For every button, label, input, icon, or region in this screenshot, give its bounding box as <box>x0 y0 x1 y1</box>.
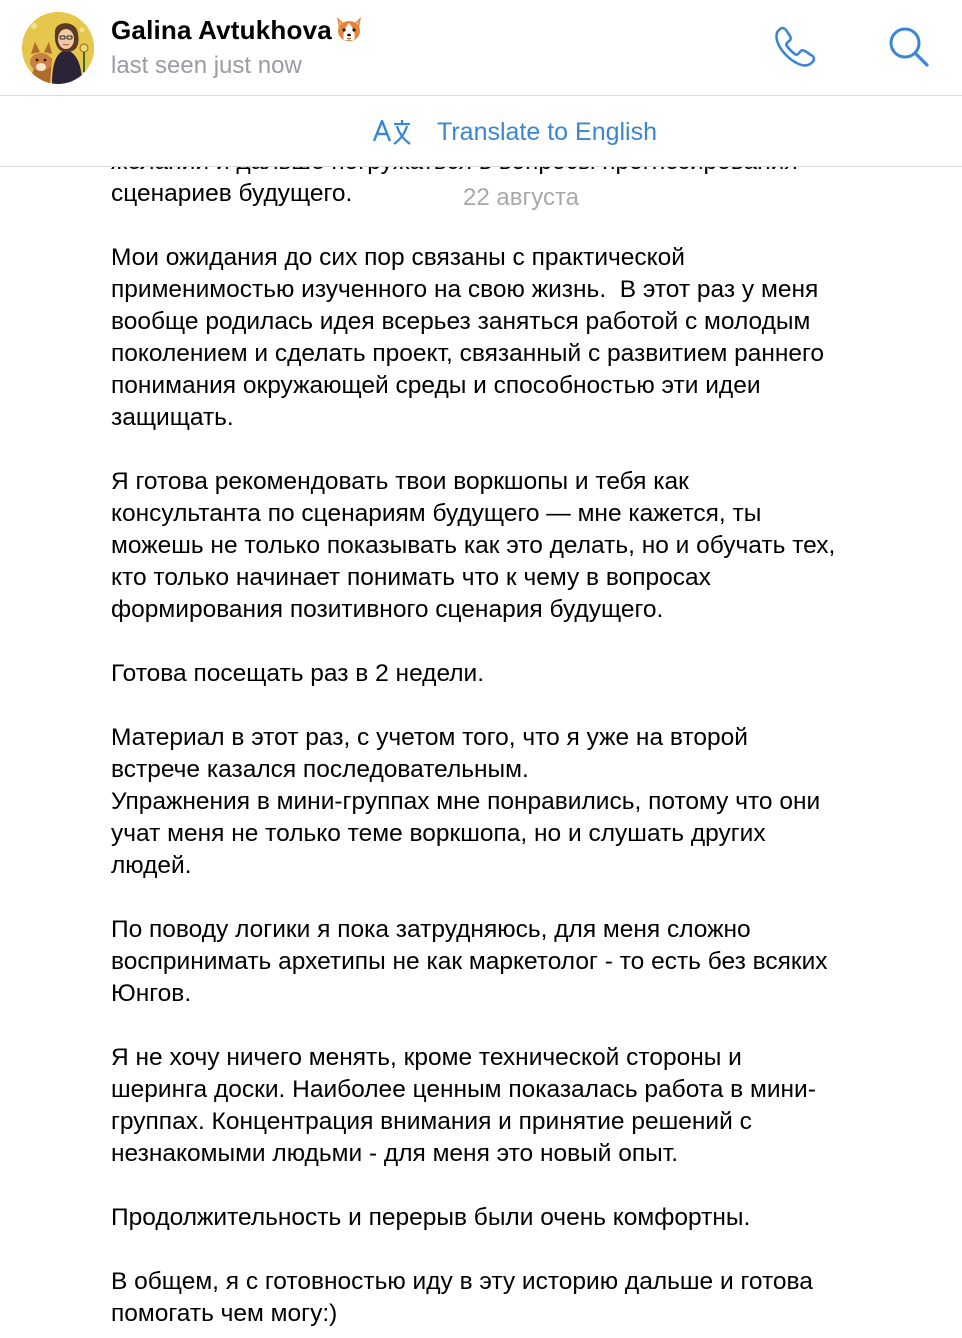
message-line: кто только начинает понимать что к чему в вопросах <box>111 564 711 591</box>
message-line: шеринга доски. Наиболее ценным показалась работа в мини- <box>111 1076 816 1103</box>
translate-label: Translate to English <box>437 118 658 146</box>
call-button[interactable] <box>770 22 820 72</box>
message-line: встрече казался последовательным. <box>111 756 529 783</box>
message-line: сценариев будущего. <box>111 180 353 207</box>
message-line: Продолжительность и перерыв были очень комфортны. <box>111 1204 751 1231</box>
message-line: вообще родилась идея всерьез заняться работой с молодым <box>111 308 811 335</box>
search-button[interactable] <box>884 22 934 72</box>
message-line: помогать чем могу:) <box>111 1300 338 1327</box>
message-line: группах. Концентрация внимания и принятие решений с <box>111 1108 752 1135</box>
message-line: можешь не только показывать как это делать, но и обучать тех, <box>111 532 836 559</box>
message-line: Упражнения в мини-группах мне понравились, потому что они <box>111 788 821 815</box>
contact-name[interactable] <box>111 14 364 51</box>
message-line: формирования позитивного сценария будущего. <box>111 596 664 623</box>
message-line: Материал в этот раз, с учетом того, что я уже на второй <box>111 724 748 751</box>
avatar[interactable] <box>22 12 94 84</box>
phone-icon <box>770 22 820 72</box>
translate-icon <box>372 114 412 150</box>
chat-header <box>0 0 962 96</box>
message-line: Юнгов. <box>111 980 192 1007</box>
message-line: воспринимать архетипы не как маркетолог - то есть без всяких <box>111 948 828 975</box>
message-line: незнакомыми людьми - для меня это новый опыт. <box>111 1140 679 1167</box>
message-line: применимостью изученного на свою жизнь. В этот раз у меня <box>111 276 819 303</box>
message-line: Я готова рекомендовать твои воркшопы и тебя как <box>111 468 689 495</box>
message-line: учат меня не только теме воркшопа, но и слушать других <box>111 820 766 847</box>
message-line: Мои ожидания до сих пор связаны с практической <box>111 244 685 271</box>
translate-bar[interactable] <box>0 96 962 167</box>
message-line: понимания окружающей среды и способностью эти идеи <box>111 372 761 399</box>
message-line: поколением и сделать проект, связанный с развитием раннего <box>111 340 825 367</box>
message-line: защищать. <box>111 404 234 431</box>
contact-status: last seen just now <box>111 52 302 79</box>
message-line: Готова посещать раз в 2 недели. <box>111 660 485 687</box>
search-icon <box>884 22 934 72</box>
message-line: Я не хочу ничего менять, кроме технической стороны и <box>111 1044 742 1071</box>
message-date: 22 августа <box>463 184 580 211</box>
message-line: консультанта по сценариям будущего — мне кажется, ты <box>111 500 762 527</box>
message-line: В общем, я с готовностью иду в эту историю дальше и готова <box>111 1268 813 1295</box>
contact-name-text: Galina Avtukhova <box>111 15 332 45</box>
message-line: людей. <box>111 852 192 879</box>
corgi-emoji-icon <box>334 14 364 51</box>
message-line: По поводу логики я пока затрудняюсь, для меня сложно <box>111 916 751 943</box>
